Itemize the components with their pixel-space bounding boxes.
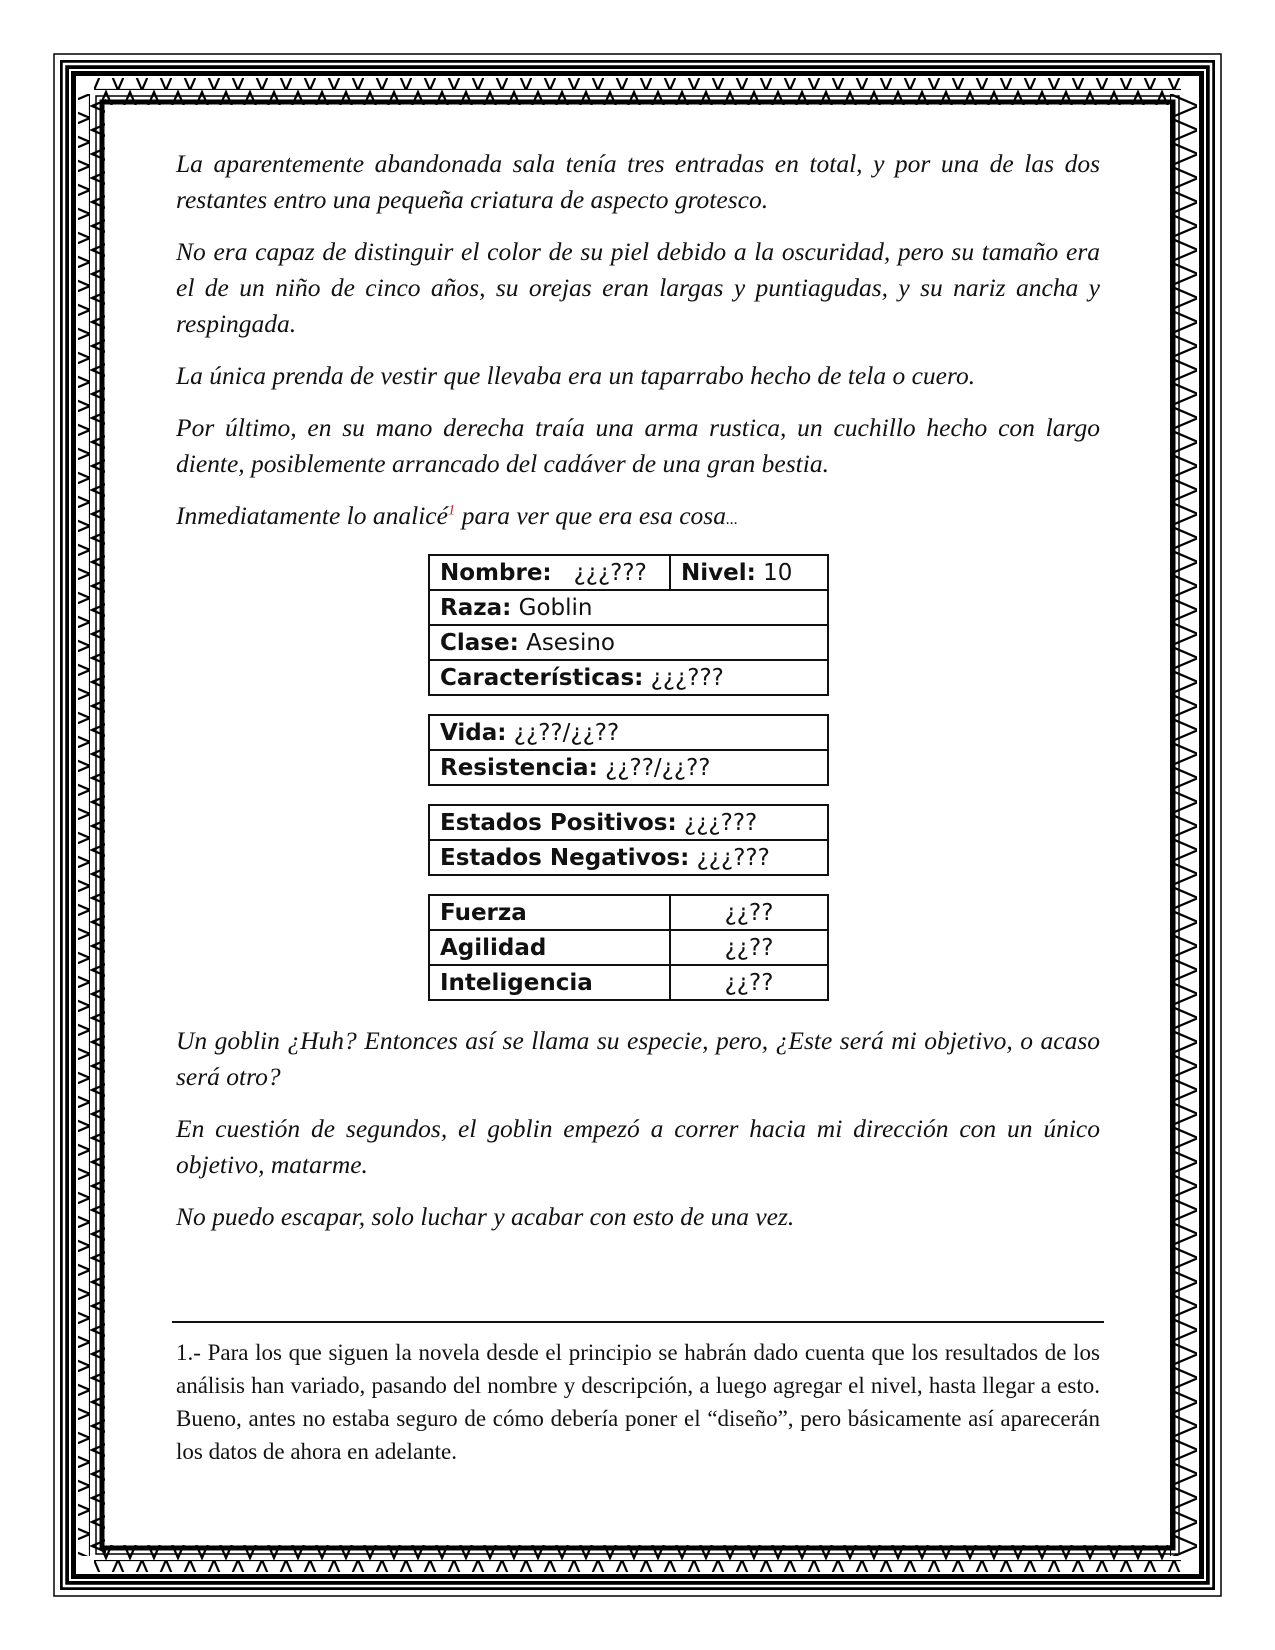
intro-ellipsis: ...: [725, 511, 738, 528]
level-cell: [670, 555, 828, 590]
race-label: Raza:: [440, 594, 512, 621]
positive-effects-label: Estados Positivos:: [440, 809, 677, 836]
paragraph-4: Por último, en su mano derecha traía una arma rustica, un cuchillo hecho con largo diente, posiblemente arrancado del cadáver de una gran bestia.: [176, 413, 1100, 478]
paragraph-5: Un goblin ¿Huh? Entonces así se llama su especie, pero, ¿Este será mi objetivo, o acaso será otro?: [176, 1026, 1100, 1091]
race-cell: [429, 590, 828, 625]
footnote-separator: [172, 1321, 1104, 1323]
class-label: Clase:: [440, 629, 519, 656]
attribute-name: Agilidad: [429, 930, 670, 965]
table-row: [429, 750, 828, 785]
table-row: [429, 590, 828, 625]
traits-label: Características:: [440, 664, 644, 691]
stamina-cell: [429, 750, 828, 785]
life-value: ¿¿??/¿¿??: [513, 719, 620, 746]
class-cell: [429, 625, 828, 660]
table-row: [429, 715, 828, 750]
name-cell: [429, 555, 670, 590]
positive-effects-cell: [429, 805, 828, 840]
table-row: [429, 840, 828, 875]
paragraph-2: No era capaz de distinguir el color de su piel debido a la oscuridad, pero su tamaño era el de un niño de cinco años, su orejas eran largas y puntiagudas, y su nariz ancha y respingada.: [176, 237, 1100, 338]
life-label: Vida:: [440, 719, 507, 746]
table-row: [429, 930, 828, 965]
level-label: Nivel:: [681, 559, 756, 586]
table-row: [429, 660, 828, 695]
class-value: Asesino: [526, 629, 615, 656]
paragraph-7: No puedo escapar, solo luchar y acabar con esto de una vez.: [176, 1202, 795, 1231]
traits-cell: [429, 660, 828, 695]
attribute-value: ¿¿??: [670, 965, 828, 1000]
paragraph-6: En cuestión de segundos, el goblin empezó a correr hacia mi dirección con un único objetivo, matarme.: [176, 1114, 1100, 1179]
status-table-vitals: [428, 714, 829, 786]
negative-effects-cell: [429, 840, 828, 875]
attribute-name: Fuerza: [429, 895, 670, 930]
table-row: [429, 965, 828, 1000]
name-label: Nombre:: [440, 559, 552, 586]
level-value: 10: [763, 559, 793, 586]
intro-continuation: para ver que era esa cosa: [455, 501, 726, 530]
status-table-effects: [428, 804, 829, 876]
negative-effects-label: Estados Negativos:: [440, 844, 690, 871]
table-row: [429, 805, 828, 840]
positive-effects-value: ¿¿¿???: [683, 809, 758, 836]
footnote-text: 1.- Para los que siguen la novela desde el principio se habrán dado cuenta que los resultados de los análisis han variado, pasando del nombre y descripción, a luego agregar el nivel, hasta llegar a esto. Bueno, antes no estaba seguro de cómo debería poner el “diseño”, pero básicamente así aparecerán los datos de ahora en adelante.: [176, 1340, 1100, 1464]
life-cell: [429, 715, 828, 750]
race-value: Goblin: [518, 594, 593, 621]
paragraph-1: La aparentemente abandonada sala tenía tres entradas en total, y por una de las dos restantes entro una pequeña criatura de aspecto grotesco.: [176, 149, 1100, 214]
traits-value: ¿¿¿???: [650, 664, 724, 691]
stamina-label: Resistencia:: [440, 754, 598, 781]
page-content: [176, 146, 1100, 1235]
paragraph-3: La única prenda de vestir que llevaba era un taparrabo hecho de tela o cuero.: [176, 361, 976, 390]
table-row: [429, 895, 828, 930]
intro-text: Inmediatamente lo analicé: [176, 501, 448, 530]
table-row: [429, 555, 828, 590]
status-table-identity: [428, 554, 829, 696]
attribute-value: ¿¿??: [670, 895, 828, 930]
attribute-value: ¿¿??: [670, 930, 828, 965]
status-table-attributes: [428, 894, 829, 1001]
attribute-name: Inteligencia: [429, 965, 670, 1000]
name-value: ¿¿¿???: [573, 559, 647, 586]
paragraph-intro: [176, 498, 1100, 538]
table-row: [429, 625, 828, 660]
negative-effects-value: ¿¿¿???: [696, 844, 770, 871]
stamina-value: ¿¿??/¿¿??: [605, 754, 711, 781]
footnote-reference[interactable]: 1: [447, 502, 456, 519]
